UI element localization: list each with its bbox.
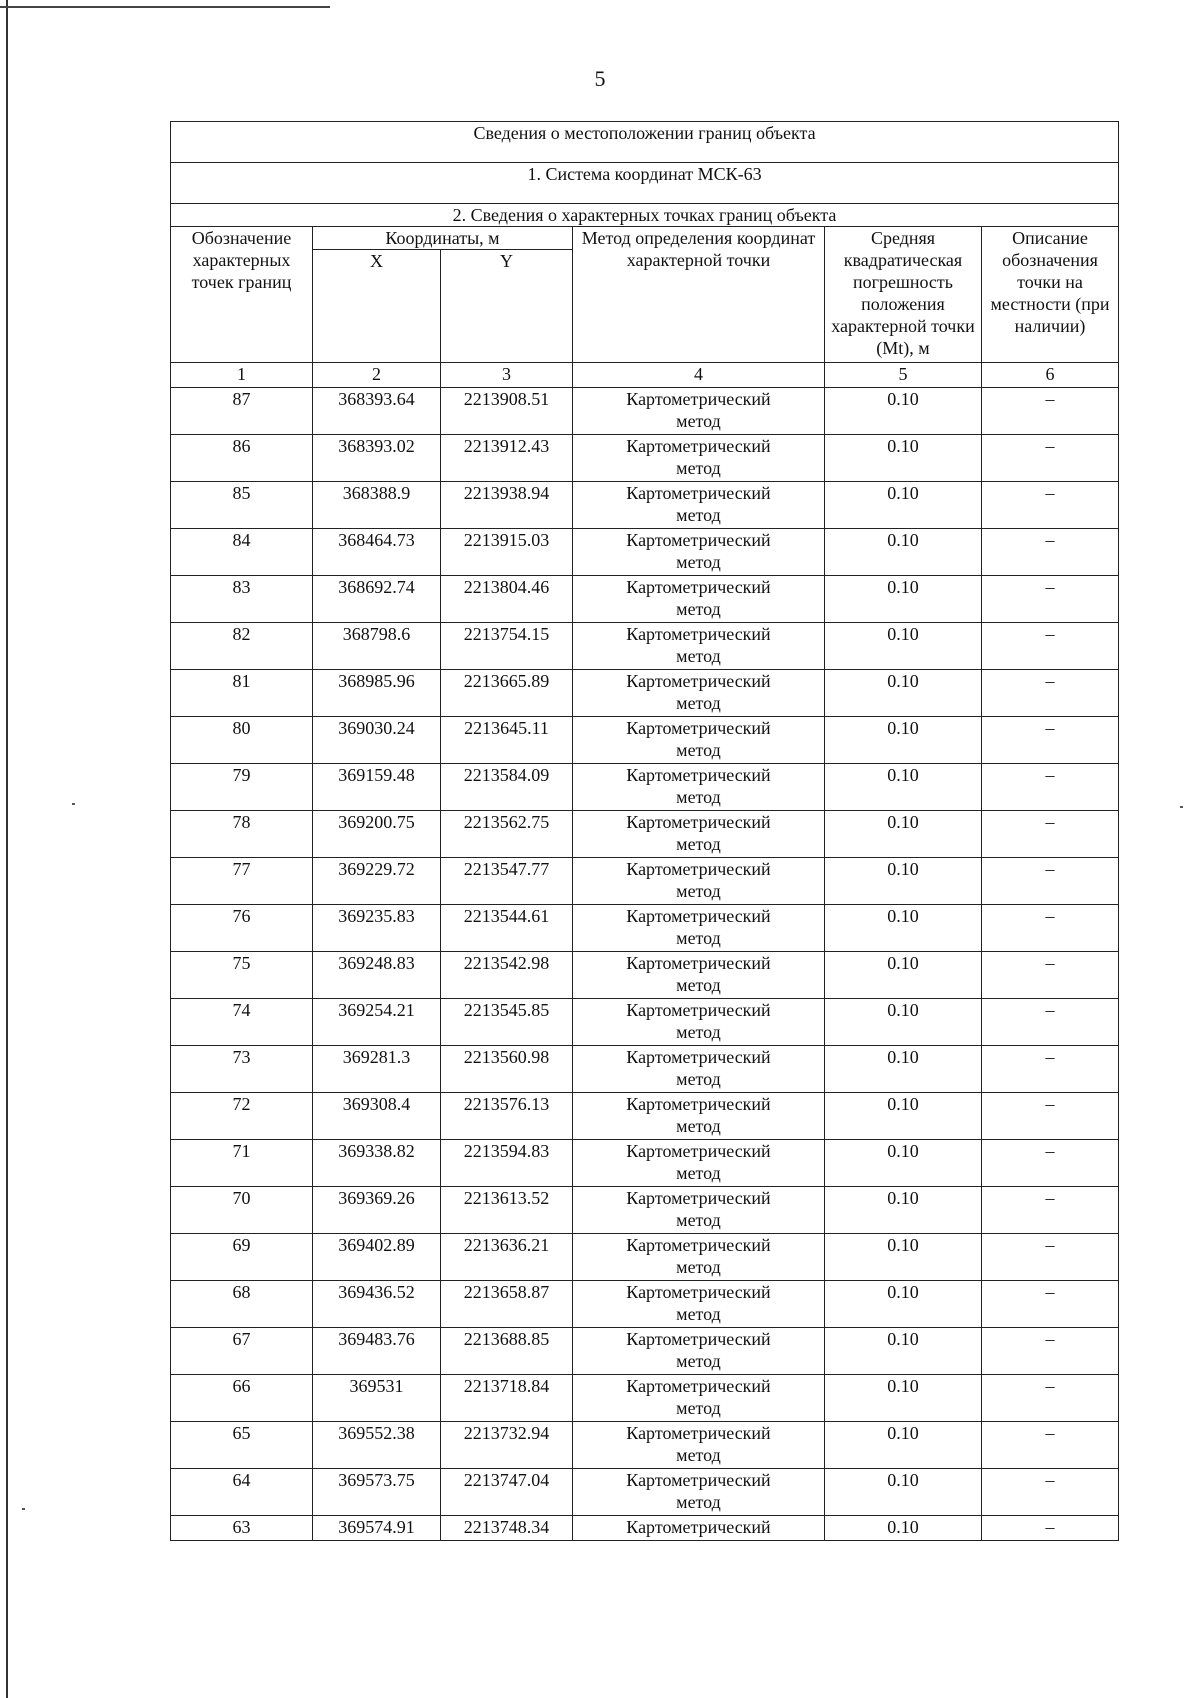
method-cell: [573, 1375, 825, 1422]
method-text: Картометрический: [626, 906, 771, 926]
method-text: Картометрический: [626, 436, 771, 456]
method-text: метод: [676, 646, 721, 666]
table-row: [171, 623, 1119, 670]
table-row: [171, 576, 1119, 623]
x-coordinate-cell: 369436.52: [313, 1281, 441, 1328]
method-text: Картометрический: [626, 1376, 771, 1396]
point-cell: 78: [171, 811, 313, 858]
column-number: 5: [825, 363, 982, 388]
method-cell: [573, 1187, 825, 1234]
description-cell: –: [982, 858, 1119, 905]
accuracy-cell: 0.10: [825, 1281, 982, 1328]
column-number: 3: [441, 363, 573, 388]
description-cell: –: [982, 1187, 1119, 1234]
point-cell: 75: [171, 952, 313, 999]
method-text: метод: [676, 552, 721, 572]
method-text: метод: [676, 599, 721, 619]
x-coordinate-cell: 369574.91: [313, 1516, 441, 1541]
point-cell: 66: [171, 1375, 313, 1422]
method-text: Картометрический: [626, 624, 771, 644]
accuracy-cell: 0.10: [825, 388, 982, 435]
accuracy-cell: 0.10: [825, 905, 982, 952]
accuracy-cell: 0.10: [825, 811, 982, 858]
accuracy-cell: 0.10: [825, 529, 982, 576]
table-row: [171, 717, 1119, 764]
method-text: Картометрический: [626, 1000, 771, 1020]
table-row: [171, 764, 1119, 811]
description-cell: –: [982, 435, 1119, 482]
column-number: 4: [573, 363, 825, 388]
coordinate-system: 1. Система координат МСК-63: [171, 163, 1119, 204]
point-cell: 84: [171, 529, 313, 576]
points-heading: 2. Сведения о характерных точках границ объекта: [171, 204, 1119, 227]
y-coordinate-cell: 2213576.13: [441, 1093, 573, 1140]
description-cell: –: [982, 905, 1119, 952]
y-coordinate-cell: 2213547.77: [441, 858, 573, 905]
method-cell: [573, 1328, 825, 1375]
description-cell: –: [982, 1328, 1119, 1375]
accuracy-cell: 0.10: [825, 1234, 982, 1281]
y-coordinate-cell: 2213562.75: [441, 811, 573, 858]
method-cell: [573, 717, 825, 764]
method-cell: [573, 623, 825, 670]
scan-speck: [1180, 806, 1183, 808]
description-cell: –: [982, 1093, 1119, 1140]
table-row: [171, 1469, 1119, 1516]
y-coordinate-cell: 2213560.98: [441, 1046, 573, 1093]
method-text: метод: [676, 1022, 721, 1042]
method-text: метод: [676, 1398, 721, 1418]
method-text: Картометрический: [626, 671, 771, 691]
method-text: метод: [676, 1492, 721, 1512]
x-coordinate-cell: 369308.4: [313, 1093, 441, 1140]
method-text: Картометрический: [626, 1470, 771, 1490]
x-coordinate-cell: 369248.83: [313, 952, 441, 999]
x-coordinate-cell: 369254.21: [313, 999, 441, 1046]
method-text: Картометрический: [626, 765, 771, 785]
method-cell: [573, 1422, 825, 1469]
page-number: 5: [594, 66, 606, 91]
description-cell: –: [982, 529, 1119, 576]
point-cell: 67: [171, 1328, 313, 1375]
method-text: Картометрический: [626, 1094, 771, 1114]
method-text: Картометрический: [626, 812, 771, 832]
x-coordinate-cell: 369030.24: [313, 717, 441, 764]
method-cell: [573, 529, 825, 576]
method-cell: [573, 1234, 825, 1281]
description-cell: –: [982, 1516, 1119, 1541]
method-cell: [573, 388, 825, 435]
method-cell: [573, 435, 825, 482]
point-cell: 72: [171, 1093, 313, 1140]
point-cell: 74: [171, 999, 313, 1046]
accuracy-cell: 0.10: [825, 1375, 982, 1422]
point-cell: 68: [171, 1281, 313, 1328]
table-row: [171, 1140, 1119, 1187]
header-accuracy: Средняя квадратическая погрешность положения характерной точки (Mt), м: [825, 227, 982, 363]
scan-speck: [22, 1508, 25, 1510]
header-y: Y: [441, 250, 573, 363]
accuracy-cell: 0.10: [825, 858, 982, 905]
description-cell: –: [982, 1234, 1119, 1281]
table-row: [171, 1516, 1119, 1541]
accuracy-cell: 0.10: [825, 482, 982, 529]
y-coordinate-cell: 2213732.94: [441, 1422, 573, 1469]
method-text: метод: [676, 505, 721, 525]
method-text: метод: [676, 1163, 721, 1183]
method-text: метод: [676, 1116, 721, 1136]
x-coordinate-cell: 368985.96: [313, 670, 441, 717]
method-cell: [573, 482, 825, 529]
point-cell: 85: [171, 482, 313, 529]
description-cell: –: [982, 576, 1119, 623]
accuracy-cell: 0.10: [825, 764, 982, 811]
table-row: [171, 1422, 1119, 1469]
description-cell: –: [982, 1046, 1119, 1093]
method-text: Картометрический: [626, 718, 771, 738]
accuracy-cell: 0.10: [825, 952, 982, 999]
column-number: 6: [982, 363, 1119, 388]
table-row: [171, 1046, 1119, 1093]
method-cell: [573, 811, 825, 858]
table-row: [171, 388, 1119, 435]
point-cell: 80: [171, 717, 313, 764]
y-coordinate-cell: 2213636.21: [441, 1234, 573, 1281]
scan-speck: [72, 803, 75, 805]
x-coordinate-cell: 369369.26: [313, 1187, 441, 1234]
description-cell: –: [982, 1140, 1119, 1187]
table-row: [171, 952, 1119, 999]
point-cell: 87: [171, 388, 313, 435]
x-coordinate-cell: 369229.72: [313, 858, 441, 905]
x-coordinate-cell: 369281.3: [313, 1046, 441, 1093]
description-cell: –: [982, 811, 1119, 858]
method-text: метод: [676, 975, 721, 995]
method-cell: [573, 858, 825, 905]
accuracy-cell: 0.10: [825, 717, 982, 764]
x-coordinate-cell: 369200.75: [313, 811, 441, 858]
method-cell: [573, 1516, 825, 1541]
point-cell: 83: [171, 576, 313, 623]
scan-edge-left: [6, 0, 8, 1698]
method-text: метод: [676, 881, 721, 901]
method-cell: [573, 764, 825, 811]
table-row: [171, 1234, 1119, 1281]
x-coordinate-cell: 368692.74: [313, 576, 441, 623]
method-text: Картометрический: [626, 1329, 771, 1349]
description-cell: –: [982, 952, 1119, 999]
header-designation: Обозначение характерных точек границ: [171, 227, 313, 363]
method-text: Картометрический: [626, 1141, 771, 1161]
description-cell: –: [982, 1469, 1119, 1516]
accuracy-cell: 0.10: [825, 576, 982, 623]
method-cell: [573, 1046, 825, 1093]
y-coordinate-cell: 2213912.43: [441, 435, 573, 482]
x-coordinate-cell: 368393.64: [313, 388, 441, 435]
method-text: Картометрический: [626, 483, 771, 503]
method-text: Картометрический: [626, 530, 771, 550]
method-text: метод: [676, 1069, 721, 1089]
method-cell: [573, 1140, 825, 1187]
point-cell: 76: [171, 905, 313, 952]
point-cell: 70: [171, 1187, 313, 1234]
accuracy-cell: 0.10: [825, 623, 982, 670]
accuracy-cell: 0.10: [825, 1140, 982, 1187]
header-description: Описание обозначения точки на местности (при наличии): [982, 227, 1119, 363]
accuracy-cell: 0.10: [825, 1469, 982, 1516]
y-coordinate-cell: 2213688.85: [441, 1328, 573, 1375]
method-text: метод: [676, 411, 721, 431]
accuracy-cell: 0.10: [825, 1046, 982, 1093]
header-x: X: [313, 250, 441, 363]
x-coordinate-cell: 369552.38: [313, 1422, 441, 1469]
method-text: метод: [676, 1351, 721, 1371]
x-coordinate-cell: 369235.83: [313, 905, 441, 952]
table-row: [171, 811, 1119, 858]
column-number: 2: [313, 363, 441, 388]
description-cell: –: [982, 623, 1119, 670]
method-text: Картометрический: [626, 1423, 771, 1443]
y-coordinate-cell: 2213804.46: [441, 576, 573, 623]
description-cell: –: [982, 482, 1119, 529]
method-text: метод: [676, 1257, 721, 1277]
point-cell: 79: [171, 764, 313, 811]
y-coordinate-cell: 2213613.52: [441, 1187, 573, 1234]
description-cell: –: [982, 717, 1119, 764]
method-text: Картометрический: [626, 1188, 771, 1208]
y-coordinate-cell: 2213718.84: [441, 1375, 573, 1422]
point-cell: 69: [171, 1234, 313, 1281]
accuracy-cell: 0.10: [825, 999, 982, 1046]
point-cell: 63: [171, 1516, 313, 1541]
section-title: Сведения о местоположении границ объекта: [171, 122, 1119, 163]
description-cell: –: [982, 1375, 1119, 1422]
y-coordinate-cell: 2213544.61: [441, 905, 573, 952]
accuracy-cell: 0.10: [825, 1187, 982, 1234]
point-cell: 64: [171, 1469, 313, 1516]
method-text: Картометрический: [626, 953, 771, 973]
description-cell: –: [982, 670, 1119, 717]
method-text: Картометрический: [626, 1235, 771, 1255]
method-text: метод: [676, 1445, 721, 1465]
method-text: метод: [676, 1304, 721, 1324]
method-text: метод: [676, 787, 721, 807]
method-text: Картометрический: [626, 577, 771, 597]
y-coordinate-cell: 2213938.94: [441, 482, 573, 529]
method-cell: [573, 905, 825, 952]
accuracy-cell: 0.10: [825, 1516, 982, 1541]
y-coordinate-cell: 2213545.85: [441, 999, 573, 1046]
description-cell: –: [982, 1281, 1119, 1328]
method-cell: [573, 1469, 825, 1516]
method-cell: [573, 999, 825, 1046]
accuracy-cell: 0.10: [825, 1093, 982, 1140]
method-cell: [573, 1281, 825, 1328]
table-row: [171, 1187, 1119, 1234]
y-coordinate-cell: 2213665.89: [441, 670, 573, 717]
description-cell: –: [982, 999, 1119, 1046]
y-coordinate-cell: 2213542.98: [441, 952, 573, 999]
x-coordinate-cell: 368393.02: [313, 435, 441, 482]
method-text: метод: [676, 834, 721, 854]
description-cell: –: [982, 1422, 1119, 1469]
y-coordinate-cell: 2213908.51: [441, 388, 573, 435]
header-method: Метод определения координат характерной точки: [573, 227, 825, 363]
x-coordinate-cell: 368798.6: [313, 623, 441, 670]
point-cell: 82: [171, 623, 313, 670]
method-text: Картометрический: [626, 389, 771, 409]
point-cell: 77: [171, 858, 313, 905]
x-coordinate-cell: 369338.82: [313, 1140, 441, 1187]
method-text: Картометрический: [626, 1282, 771, 1302]
table-row: [171, 1093, 1119, 1140]
boundary-table: [170, 121, 1119, 1541]
y-coordinate-cell: 2213584.09: [441, 764, 573, 811]
x-coordinate-cell: 369159.48: [313, 764, 441, 811]
point-cell: 86: [171, 435, 313, 482]
method-text: Картометрический: [626, 1517, 771, 1537]
x-coordinate-cell: 369402.89: [313, 1234, 441, 1281]
method-cell: [573, 1093, 825, 1140]
table-row: [171, 670, 1119, 717]
column-number: 1: [171, 363, 313, 388]
method-cell: [573, 952, 825, 999]
table-row: [171, 435, 1119, 482]
method-cell: [573, 576, 825, 623]
x-coordinate-cell: 368388.9: [313, 482, 441, 529]
point-cell: 73: [171, 1046, 313, 1093]
x-coordinate-cell: 368464.73: [313, 529, 441, 576]
point-cell: 65: [171, 1422, 313, 1469]
scan-edge-top: [0, 6, 330, 8]
table-row: [171, 482, 1119, 529]
accuracy-cell: 0.10: [825, 670, 982, 717]
y-coordinate-cell: 2213915.03: [441, 529, 573, 576]
method-text: метод: [676, 1210, 721, 1230]
x-coordinate-cell: 369483.76: [313, 1328, 441, 1375]
method-text: метод: [676, 458, 721, 478]
method-text: Картометрический: [626, 859, 771, 879]
method-text: метод: [676, 693, 721, 713]
method-cell: [573, 670, 825, 717]
accuracy-cell: 0.10: [825, 1328, 982, 1375]
table-row: [171, 1328, 1119, 1375]
point-cell: 71: [171, 1140, 313, 1187]
y-coordinate-cell: 2213658.87: [441, 1281, 573, 1328]
y-coordinate-cell: 2213748.34: [441, 1516, 573, 1541]
method-text: метод: [676, 928, 721, 948]
y-coordinate-cell: 2213754.15: [441, 623, 573, 670]
table-row: [171, 999, 1119, 1046]
point-cell: 81: [171, 670, 313, 717]
method-text: Картометрический: [626, 1047, 771, 1067]
table-row: [171, 858, 1119, 905]
description-cell: –: [982, 764, 1119, 811]
method-text: метод: [676, 740, 721, 760]
y-coordinate-cell: 2213645.11: [441, 717, 573, 764]
table-row: [171, 1375, 1119, 1422]
table-row: [171, 905, 1119, 952]
x-coordinate-cell: 369573.75: [313, 1469, 441, 1516]
description-cell: –: [982, 388, 1119, 435]
accuracy-cell: 0.10: [825, 1422, 982, 1469]
table-row: [171, 1281, 1119, 1328]
table-row: [171, 529, 1119, 576]
x-coordinate-cell: 369531: [313, 1375, 441, 1422]
y-coordinate-cell: 2213747.04: [441, 1469, 573, 1516]
header-coordinates: Координаты, м: [313, 227, 573, 250]
accuracy-cell: 0.10: [825, 435, 982, 482]
y-coordinate-cell: 2213594.83: [441, 1140, 573, 1187]
